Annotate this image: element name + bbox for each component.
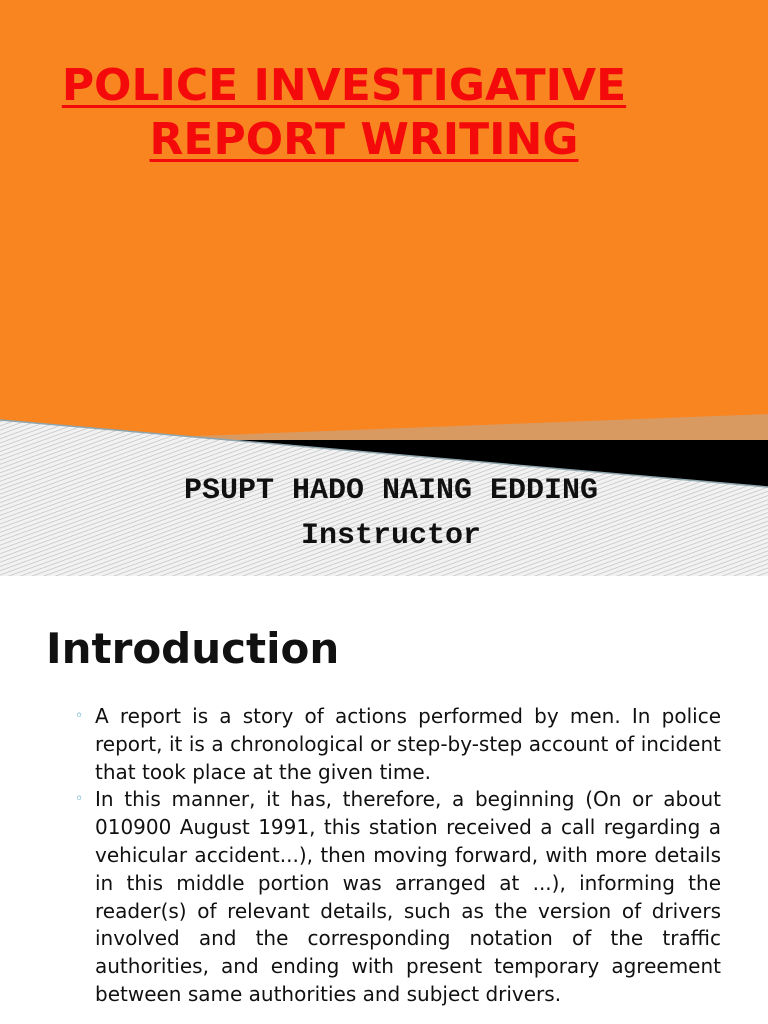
- circle-bullet-icon: ◦: [75, 791, 84, 808]
- slide-heading: Introduction: [46, 624, 340, 673]
- presenter-role: Instructor: [300, 519, 482, 553]
- circle-bullet-icon: ◦: [75, 708, 84, 724]
- introduction-slide: [0, 576, 768, 1024]
- slide-title-line2: REPORT WRITING: [149, 114, 579, 165]
- bullet-list: [75, 703, 721, 1009]
- presenter-name: PSUPT HADO NAING EDDING: [183, 474, 599, 508]
- list-item: ◦ A report is a story of actions performed by men. In police report, it is a chronological or step-by-step account of incident that took place at the given time.: [75, 704, 721, 784]
- slide-title-line1: POLICE INVESTIGATIVE: [61, 60, 627, 111]
- list-item: ◦ In this manner, it has, therefore, a beginning (On or about 010900 August 1991, this station received a call regarding a vehicular accident...), then moving forward, with more details in this middle portion was arranged at ...), informing the reader(s) of relevant details, such as the version of drivers involved and the corresponding notation of the traffic authorities, and ending with present temporary agreement between same authorities and subject drivers.: [75, 787, 721, 1006]
- tan-band: [170, 414, 768, 442]
